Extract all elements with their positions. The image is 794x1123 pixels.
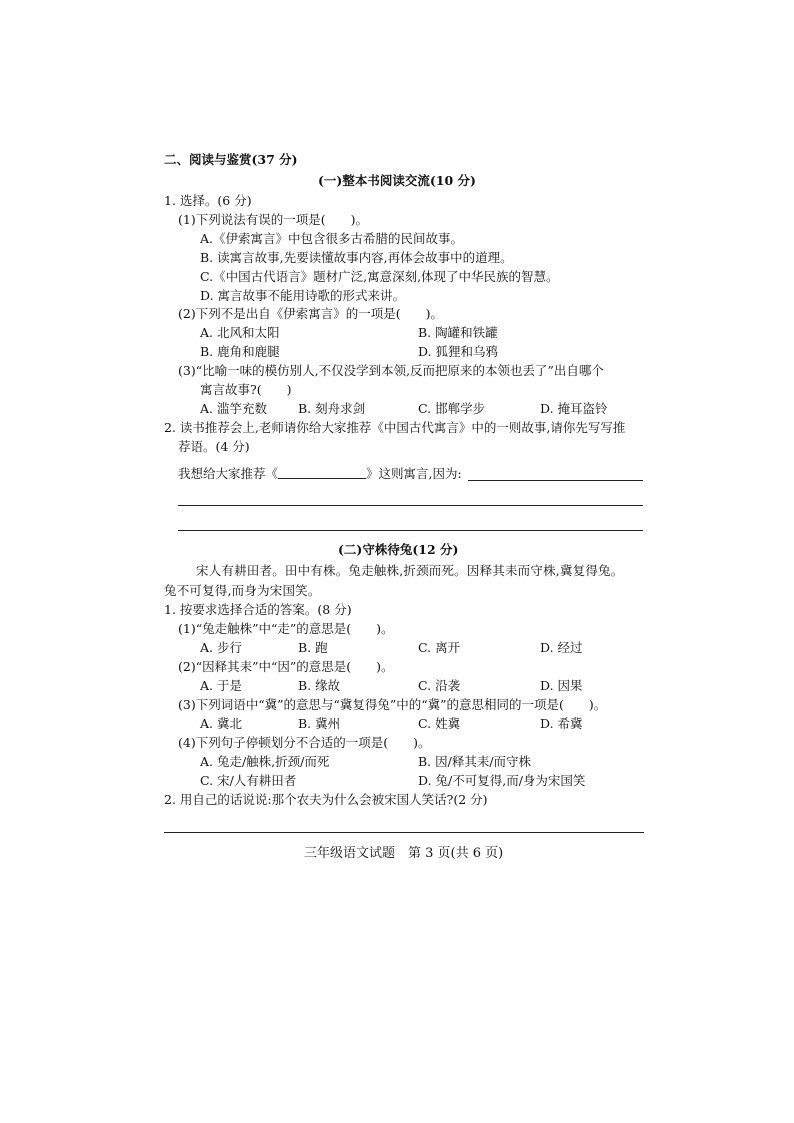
part1-q1-sub2-option-b: B. 陶罐和铁罐 bbox=[418, 325, 498, 340]
passage-line-2: 兔不可复得,而身为宋国笑。 bbox=[164, 583, 321, 598]
part1-q1-sub2-stem: (2)下列不是出自《伊索寓言》的一项是( )。 bbox=[178, 306, 443, 321]
part2-q1-sub4-option-c: C. 宋/人有耕田者 bbox=[200, 773, 297, 788]
part1-q1-sub1-option-d: D. 寓言故事不能用诗歌的形式来讲。 bbox=[200, 288, 406, 303]
part2-q1-sub4-stem: (4)下列句子停顿划分不合适的一项是( )。 bbox=[178, 735, 431, 750]
part2-q1-sub3-stem: (3)下列词语中“冀”的意思与“冀复得兔”中的“冀”的意思相同的一项是( )。 bbox=[178, 697, 607, 712]
part1-q1-sub1-option-a: A.《伊索寓言》中包含很多古希腊的民间故事。 bbox=[200, 231, 464, 246]
part2-q1-sub4-option-b: B. 因/释其耒/而守株 bbox=[418, 754, 532, 769]
part2-q1-sub1-stem: (1)“兔走触株”中“走”的意思是( )。 bbox=[178, 621, 394, 636]
part1-q1-sub1-stem: (1)下列说法有误的一项是( )。 bbox=[178, 212, 368, 227]
part2-q2-label: 2. 用自己的话说说:那个农夫为什么会被宋国人笑话?(2 分) bbox=[164, 792, 488, 807]
part2-q1-sub2-option-c: C. 沿袭 bbox=[418, 678, 461, 693]
part2-heading: (二)守株待兔(12 分) bbox=[338, 542, 459, 557]
part1-q2-prompt bbox=[178, 466, 462, 482]
part1-q2-label-line1: 2. 读书推荐会上,老师请你给大家推荐《中国古代寓言》中的一则故事,请你先写写推 bbox=[164, 420, 626, 435]
part2-q1-sub3-option-c: C. 姓冀 bbox=[418, 716, 461, 731]
part2-q1-sub2-option-d: D. 因果 bbox=[540, 678, 583, 693]
prompt-suffix: 》这则寓言,因为: bbox=[366, 466, 462, 481]
part1-q1-sub3-stem-line2: 寓言故事?( ) bbox=[200, 382, 292, 397]
passage-line-1: 宋人有耕田者。田中有株。兔走触株,折颈而死。因释其耒而守株,冀复得兔。 bbox=[196, 563, 624, 578]
reason-answer-line-2[interactable] bbox=[178, 505, 643, 506]
reason-answer-line-3[interactable] bbox=[178, 530, 643, 531]
part1-q1-sub3-option-a: A. 滥竽充数 bbox=[200, 401, 267, 416]
part1-q1-sub3-stem-line1: (3)“比喻一味的模仿别人,不仅没学到本领,反而把原来的本领也丢了”出自哪个 bbox=[178, 363, 604, 378]
part2-q1-sub2-option-b: B. 缘故 bbox=[298, 678, 341, 693]
part1-q1-sub2-option-c: B. 鹿角和鹿腿 bbox=[200, 344, 280, 359]
part1-q2-label-line2: 荐语。(4 分) bbox=[178, 439, 250, 454]
page-footer: 三年级语文试题 第 3 页(共 6 页) bbox=[304, 846, 504, 861]
part1-q1-sub3-option-b: B. 刻舟求剑 bbox=[298, 401, 366, 416]
part2-q1-sub1-option-d: D. 经过 bbox=[540, 640, 583, 655]
part2-q1-sub3-option-b: B. 冀州 bbox=[298, 716, 341, 731]
part2-q1-sub4-option-a: A. 兔走/触株,折颈/而死 bbox=[200, 754, 330, 769]
part2-q1-sub2-stem: (2)“因释其耒”中“因”的意思是( )。 bbox=[178, 659, 394, 674]
part1-q1-sub2-option-d: D. 狐狸和乌鸦 bbox=[418, 344, 499, 359]
part1-q1-sub1-option-c: C.《中国古代语言》题材广泛,寓意深刻,体现了中华民族的智慧。 bbox=[200, 269, 559, 284]
part1-q1-sub2-option-a: A. 北风和太阳 bbox=[200, 325, 280, 340]
part1-q1-sub1-option-b: B. 读寓言故事,先要读懂故事内容,再体会故事中的道理。 bbox=[200, 250, 513, 265]
part2-q1-sub3-option-a: A. 冀北 bbox=[200, 716, 242, 731]
part2-q2-answer-line[interactable] bbox=[164, 832, 644, 833]
prompt-prefix: 我想给大家推荐《 bbox=[178, 466, 279, 481]
part1-heading: (一)整本书阅读交流(10 分) bbox=[318, 173, 476, 188]
section-title: 二、阅读与鉴赏(37 分) bbox=[164, 152, 298, 167]
part2-q1-sub1-option-c: C. 离开 bbox=[418, 640, 461, 655]
part2-q1-label: 1. 按要求选择合适的答案。(8 分) bbox=[164, 602, 352, 617]
part2-q1-sub1-option-b: B. 跑 bbox=[298, 640, 328, 655]
part1-q1-sub3-option-c: C. 邯郸学步 bbox=[418, 401, 486, 416]
book-title-blank[interactable] bbox=[278, 466, 366, 479]
reason-answer-line-1[interactable] bbox=[468, 480, 643, 481]
part2-q1-sub1-option-a: A. 步行 bbox=[200, 640, 242, 655]
part2-q1-sub4-option-d: D. 兔/不可复得,而/身为宋国笑 bbox=[418, 773, 586, 788]
part1-q1-label: 1. 选择。(6 分) bbox=[164, 193, 252, 208]
part1-q1-sub3-option-d: D. 掩耳盗铃 bbox=[540, 401, 608, 416]
part2-q1-sub3-option-d: D. 希冀 bbox=[540, 716, 583, 731]
part2-q1-sub2-option-a: A. 于是 bbox=[200, 678, 242, 693]
